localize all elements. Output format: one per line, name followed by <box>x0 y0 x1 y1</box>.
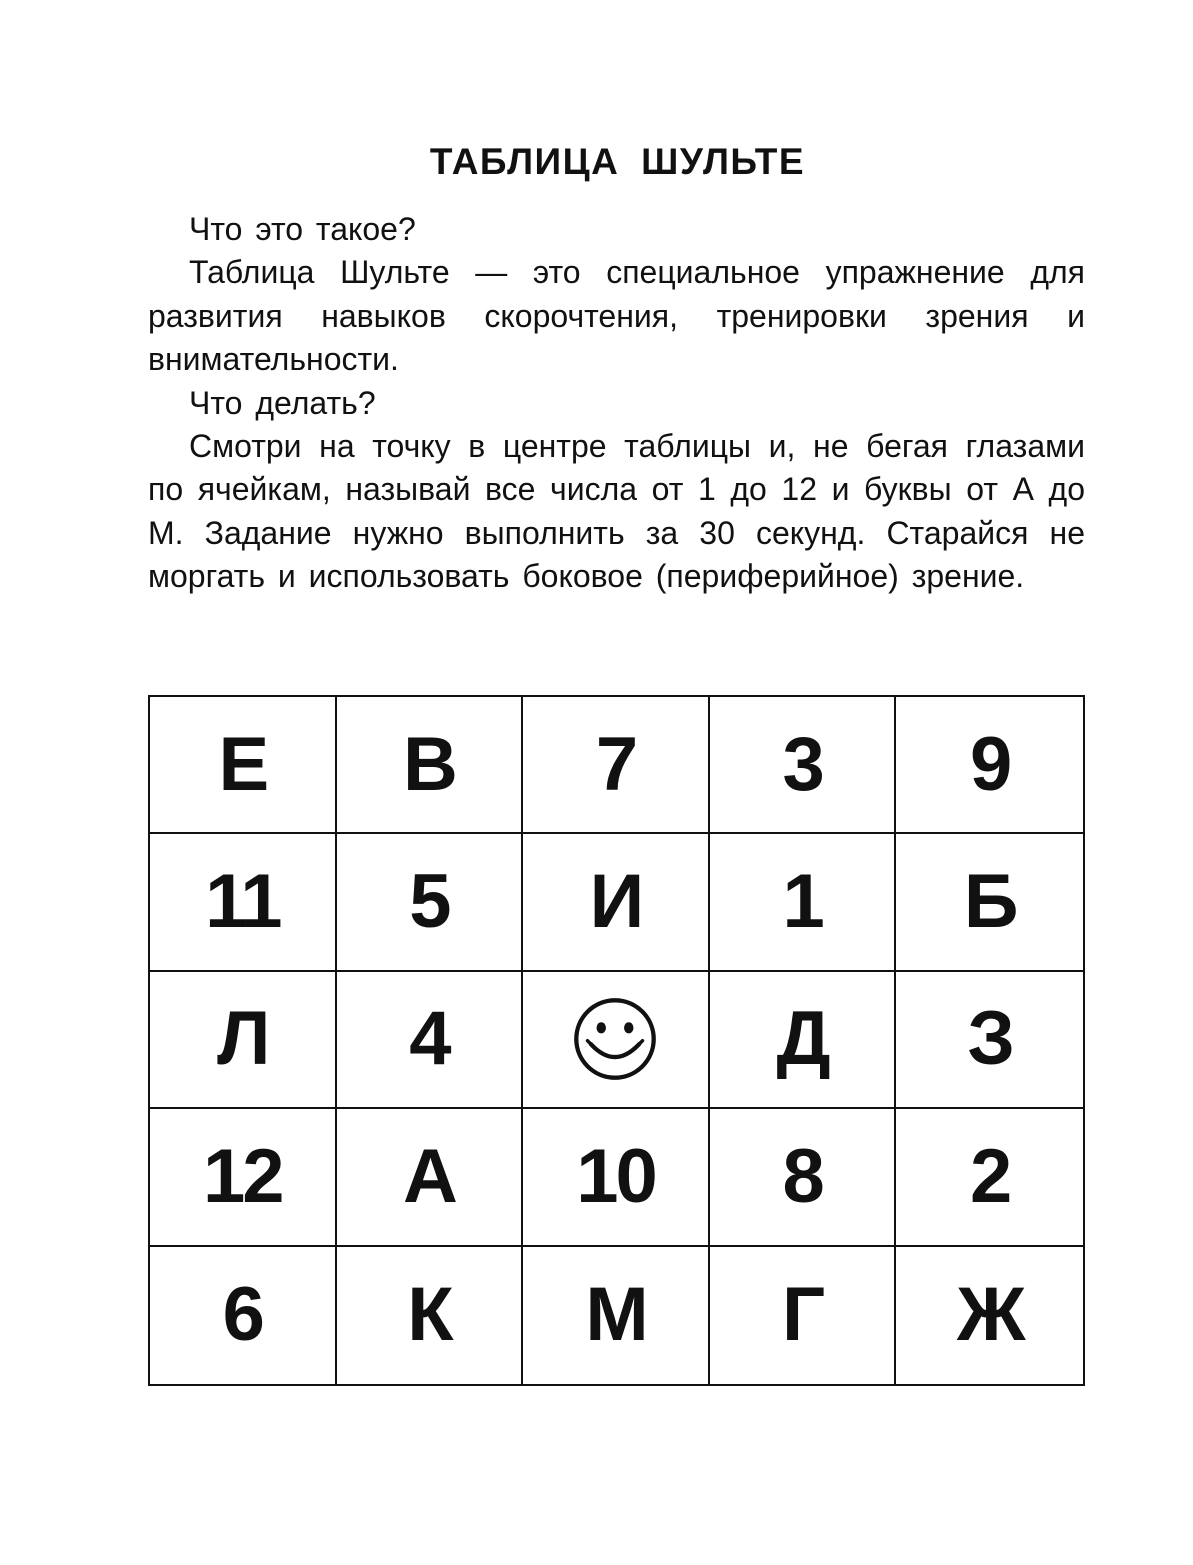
table-cell: М <box>523 1247 710 1384</box>
table-cell: Л <box>150 972 337 1109</box>
table-cell: 4 <box>337 972 524 1109</box>
table-cell: Б <box>896 834 1083 971</box>
table-cell: Е <box>150 697 337 834</box>
table-cell: 12 <box>150 1109 337 1246</box>
table-cell: Г <box>710 1247 897 1384</box>
table-cell: 6 <box>150 1247 337 1384</box>
table-cell: 7 <box>523 697 710 834</box>
question-how: Что делать? <box>189 384 376 421</box>
table-cell: 10 <box>523 1109 710 1246</box>
task-paragraph: Смотри на точку в центре таблицы и, не бегая глазами по ячейкам, называй все числа от 1 до 12 и буквы от А до М. Задание нужно выполнить за 30 секунд. Старайся не моргать и использовать боковое (периферийное) зрение. <box>148 428 1085 595</box>
table-cell: И <box>523 834 710 971</box>
table-cell: 3 <box>710 697 897 834</box>
table-cell: 9 <box>896 697 1083 834</box>
table-cell-center <box>523 972 710 1109</box>
table-cell: 11 <box>150 834 337 971</box>
page-title: ТАБЛИЦА ШУЛЬТЕ <box>429 141 806 182</box>
table-cell: З <box>896 972 1083 1109</box>
question-what: Что это такое? <box>189 211 416 247</box>
smiley-face-icon <box>572 996 658 1082</box>
instructions-text <box>148 208 1085 599</box>
table-cell: Д <box>710 972 897 1109</box>
table-cell: А <box>337 1109 524 1246</box>
table-cell: 1 <box>710 834 897 971</box>
table-cell: К <box>337 1247 524 1384</box>
table-cell: 2 <box>896 1109 1083 1246</box>
description-paragraph: Таблица Шульте — это специальное упражнение для развития навыков скорочтения, тренировки зрения и внимательности. <box>148 254 1085 378</box>
table-cell: В <box>337 697 524 834</box>
table-cell: 8 <box>710 1109 897 1246</box>
table-cell: Ж <box>956 1272 1023 1358</box>
schulte-table <box>148 695 1085 1386</box>
table-cell: 5 <box>337 834 524 971</box>
